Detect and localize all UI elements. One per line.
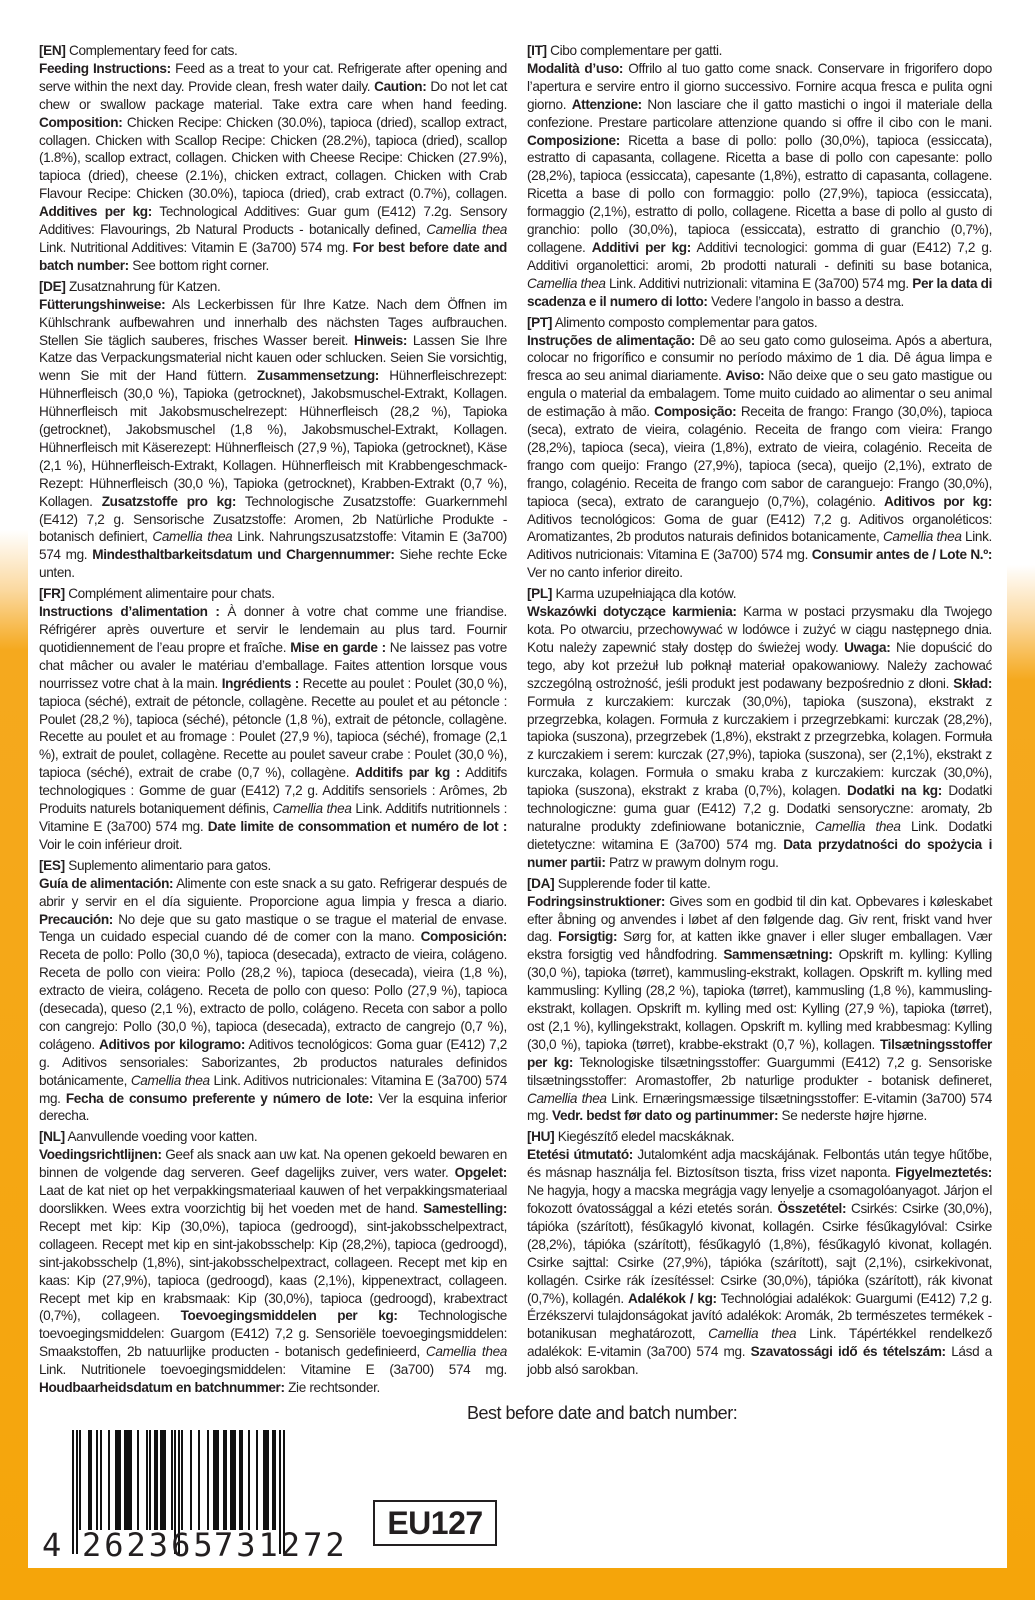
body-text: Ver no canto inferior direito.	[527, 565, 683, 581]
italic-term: Camellia thea	[425, 1344, 507, 1360]
bold-label: Mise en garde :	[290, 639, 386, 655]
best-before-label: Best before date and batch number:	[467, 1403, 738, 1423]
section-body	[39, 1146, 507, 1397]
bold-label: Composición:	[420, 929, 507, 945]
barcode	[42, 1430, 348, 1570]
body-text: Non lasciare che il gatto mastichi o ingoi il materiale della confezione. Prestare particolare attenzione quando si offre il cibo con le mani.	[527, 96, 992, 130]
body-text: Lassen Sie Ihre Katze das Verpackungsmaterial nicht kauen oder schlucken. Seien Sie vorsichtig, wenn Sie mit der Hand füttern.	[39, 332, 507, 384]
section-heading	[39, 1128, 507, 1146]
section-heading	[39, 585, 507, 603]
body-text: Technologische Zusatzstoffe: Guarkernmehl (E412) 7,2 g. Sensorische Zusatzstoffe: Aromen, 2b Natürliche Produkte - botanisch definiert,	[39, 493, 507, 545]
bold-label: Figyelmeztetés:	[895, 1165, 992, 1181]
body-text: Não deixe que o seu gato mastigue ou engula o material da embalagem. Tome muito cuidado ao alimentar o seu animal de estimação à mão.	[527, 368, 993, 420]
bold-label: Fecha de consumo preferente y número de lote:	[65, 1090, 373, 1106]
body-text: No deje que su gato mastique o se trague el material de envase. Tenga un cuidado especial cuando dé de comer con la mano.	[39, 911, 507, 945]
bold-label: Composition:	[39, 114, 123, 130]
orange-border-right	[1007, 0, 1035, 1600]
language-code: [HU]	[527, 1129, 555, 1145]
section-heading	[527, 1128, 992, 1146]
body-text: Link. Dodatki dietetyczne: witamina E (3a700) 574 mg.	[527, 818, 992, 852]
bold-label: Aviso:	[725, 368, 765, 384]
section-body	[39, 60, 507, 275]
body-text: Link. Nutritionele toevoegingsmiddelen: Vitamine E (3a700) 574 mg.	[39, 1362, 507, 1378]
text-column-right	[527, 42, 992, 1382]
bold-label: Composizione:	[527, 132, 620, 148]
bold-label: Per la data di scadenza e il numero di lotto:	[527, 275, 993, 309]
body-text: Link. Additivi nutrizionali: vitamina E (3a700) 574 mg.	[605, 275, 913, 291]
language-section-it	[527, 42, 992, 311]
section-heading	[527, 585, 992, 603]
body-text: Vedere l’angolo in basso a destra.	[707, 293, 904, 309]
body-text: Se nederste højre hjørne.	[778, 1108, 927, 1124]
bold-label: Additivi per kg:	[591, 239, 691, 255]
section-title: Suplemento alimentario para gatos.	[64, 857, 271, 873]
bold-label: Fütterungshinweise:	[39, 296, 166, 312]
body-text: Technological Additives: Guar gum (E412) 7.2g. Sensory Additives: Flavourings, 2b Natural Products - botanically defined,	[39, 204, 507, 238]
body-text: Link. Aditivos nutricionais: Vitamina E (3a700) 574 mg.	[527, 529, 992, 563]
bold-label: Tilsætningsstoffer per kg:	[527, 1036, 992, 1070]
italic-term: Camellia thea	[527, 275, 606, 291]
bold-label: Precaución:	[39, 911, 113, 927]
bold-label: Instruções de alimentação:	[527, 332, 695, 348]
body-text: Additivi tecnologici: gomma di guar (E412) 7,2 g. Additivi organolettici: aromi, 2b prodotti naturali - definiti su base botanica,	[527, 239, 992, 273]
bold-label: Guía de alimentación:	[39, 875, 174, 891]
body-text: Aditivos tecnológicos: Goma de guar (E412) 7,2 g. Aditivos organoléticos: Aromatizantes, 2b produtos naturais definidos botanicamente,	[527, 511, 992, 545]
section-title: Aanvullende voeding voor katten.	[64, 1129, 258, 1145]
bold-label: Modalità d’uso:	[527, 60, 624, 76]
barcode-bar	[124, 1430, 132, 1530]
bold-label: Aditivos por kilogramo:	[99, 1036, 246, 1052]
bold-label: Összetétel:	[777, 1201, 847, 1216]
body-text: Zie rechtsonder.	[284, 1380, 380, 1396]
body-text: Gives som en godbid til din kat. Opbevares i køleskabet efter åbning og anvendes i løbet af den følgende dag. Giv rent, friskt vand hver dag.	[527, 893, 992, 945]
section-title: Complementary feed for cats.	[65, 43, 238, 58]
body-text: Ne laissez pas votre chat mâcher ou avaler le matériau d’emballage. Faites attention lorsque vous nourrissez votre chat à la main.	[39, 639, 507, 691]
bold-label: Caution:	[374, 78, 427, 94]
section-title: Kiegészítő eledel macskáknak.	[554, 1129, 735, 1145]
body-text: Dodatki technologiczne: guma guar (E412) 7,2 g. Dodatki sensoryczne: aromaty, 2b naturalne produkty zdefiniowane botanicznie,	[527, 783, 992, 834]
body-text: Teknologiske tilsætningsstoffer: Guargummi (E412) 7,2 g. Sensoriske tilsætningsstoffer: Aromastoffer, 2b naturlige produkter - botanisk defineret,	[527, 1054, 992, 1088]
body-text: Lásd a jobb alsó sarokban.	[527, 1344, 992, 1378]
body-text: Link. Additifs nutritionnels : Vitamine E (3a700) 574 mg.	[39, 801, 507, 834]
barcode-group-1: 262365	[82, 1526, 216, 1564]
bold-label: Szavatossági idő és tételszám:	[750, 1344, 946, 1360]
bold-label: Additives per kg:	[39, 204, 152, 220]
body-text: Siehe rechte Ecke unten.	[39, 547, 507, 581]
body-text: Ver la esquina inferior derecha.	[39, 1090, 507, 1124]
italic-term: Camellia thea	[272, 801, 352, 817]
body-text: Link. Ernæringsmæssige tilsætningsstoffer: E-vitamin (3a700) 574 mg.	[527, 1090, 992, 1124]
body-text: À donner à votre chat comme une friandise. Réfrigérer après ouverture et servir le lendemain au plus tard. Fournir quotidiennement de l’eau propre et fraîche.	[39, 604, 507, 655]
section-body	[39, 296, 507, 583]
bold-label: Composição:	[654, 404, 737, 420]
bold-label: Aditivos por kg:	[884, 493, 992, 509]
body-text: Offrilo al tuo gatto come snack. Conservare in frigorifero dopo l’apertura e servire entro il giorno successivo. Fornire acqua fresca e pulita ogni giorno.	[527, 60, 992, 112]
body-text: Recette au poulet : Poulet (30,0 %), tapioca (séché), extrait de pétoncle, collagène. Recette au poulet et au pétoncle : Poulet (28,2 %), tapioca (séché), pétoncle (1,8 %), extrait de pétoncle, collagène. Recette au poulet et au fromage : Poulet (27,9 %), tapioca (séché), fromage (2,1 %), extrait de poulet, collagène. Recette au poulet saveur crabe : Poulet (30,0 %), tapioca (séché), extrait de crabe (0,7 %), collagène.	[39, 675, 507, 781]
barcode-first-digit: 4	[42, 1526, 65, 1564]
bold-label: Additifs par kg :	[355, 765, 461, 781]
body-text: Alimente con este snack a su gato. Refrigerar después de abrir y servir en el día siguiente. Proporcione agua limpia y fresca a diario.	[39, 875, 508, 909]
language-code: [DA]	[527, 875, 555, 891]
section-heading	[527, 42, 992, 60]
section-title: Supplerende foder til katte.	[554, 875, 711, 891]
language-code: [NL]	[39, 1129, 65, 1145]
orange-border-left	[0, 0, 28, 1600]
body-text: Dê ao seu gato como guloseima. Após a abertura, colocar no frigorífico e consumir no período máximo de 1 dia. Dê água limpa e fresca ao seu animal diariamente.	[527, 332, 993, 384]
bold-label: Samestelling:	[423, 1201, 507, 1216]
bold-label: Attenzione:	[571, 96, 642, 112]
bold-label: Mindesthaltbarkeitsdatum und Chargennummer:	[92, 547, 395, 563]
body-text: Ricetta a base di pollo: pollo (30,0%), tapioca (essiccata), estratto di capasanta, collagene. Ricetta a base di pollo con capesante: pollo (28,2%), tapioca (essiccata), capesante (1,8%), estratto di capasanta, collagene. Ricetta a base di pollo con formaggio: pollo (27,9%), tapioca (essiccata), formaggio (2,1%), estratto di pollo, collagene. Ricetta a base di pollo al gusto di granchio: pollo (30,0%), tapioca (essiccata), estratto di granchio (0,7%), collagene.	[527, 132, 992, 255]
body-text: Receita de frango: Frango (30,0%), tapioca (seca), extrato de vieira, colagénio. Receita de frango com vieira: Frango (28,2%), tapioca (seca), vieira (1,8%), extrato de vieira, colagénio. Receita de frango com queijo: Frango (27,9%), tapioca (seca), queijo (2,1%), extrato de frango, colagénio. Receita de frango com sabor de caranguejo: Frango (30,0%), tapioca (seca), extrato de caranguejo (0,7%), colagénio.	[527, 404, 992, 509]
body-text: Ne hagyja, hogy a macska megrágja vagy lenyelje a csomagolóanyagot. Járjon el fokozott óvatossággal a kézi etetés során.	[527, 1183, 992, 1216]
bold-label: Uwaga:	[844, 639, 891, 655]
body-text: Csirkés: Csirke (30,0%), tápióka (szárított), fésűkagyló kivonat, kollagén. Csirke fésűkagylóval: Csirke (28,2%), tápióka (szárított), fésűkagyló (1,8%), fésűkagyló kivonat, kollagén. Csirke sajttal: Csirke (27,9%), tápióka (szárított), sajt (2,1%), csirkekivonat, kollagén. Csirke rák ízesítéssel: Csirke (30,0%), tápióka (szárított), rák kivonat (0,7%), kollagén.	[527, 1201, 992, 1306]
italic-term: Camellia thea	[152, 529, 233, 545]
bold-label: Fodringsinstruktioner:	[527, 893, 666, 909]
body-text: Opskrift m. kylling: Kylling (30,0 %), tapioka (tørret), kammusling-ekstrakt, kollagen. Opskrift m. kylling med kammusling: Kylling (28,2 %), tapioka (tørret), kammusling (1,8 %), kammusling-ekstrakt, kollagen. Opskrift m. kylling med ost: Kylling (27,9 %), tapioka (tørret), ost (2,1 %), kyllingekstrakt, kollagen. Opskrift m. kylling med krabbesmag: Kylling (30,0 %), tapioka (tørret), krabbe-ekstrakt (0,7 %), kollagen.	[527, 947, 992, 1052]
language-section-en	[39, 42, 507, 275]
section-body	[39, 603, 507, 854]
section-heading	[39, 42, 507, 60]
bold-label: Skład:	[953, 675, 992, 691]
section-heading	[527, 314, 992, 332]
body-text: Chicken Recipe: Chicken (30.0%), tapioca (dried), scallop extract, collagen. Chicken with Scallop Recipe: Chicken (28.2%), tapioca (dried), scallop (1.8%), scallop extract, collagen. Chicken with Cheese Recipe: Chicken (27.9%), tapioca (dried), cheese (2.1%), chicken extract, collagen. Chicken with Crab Flavour Recipe: Chicken (30.0%), tapioca (dried), crab extract (0.7%), collagen.	[39, 114, 507, 202]
bold-label: Data przydatności do spożycia i numer partii:	[527, 836, 992, 870]
section-title: Karma uzupełniająca dla kotów.	[552, 586, 737, 602]
italic-term: Camellia thea	[708, 1326, 797, 1342]
body-text: See bottom right corner.	[128, 257, 269, 273]
italic-term: Camellia thea	[130, 1072, 210, 1088]
section-body	[527, 1146, 992, 1379]
body-text: Als Leckerbissen für Ihre Katze. Nach dem Öffnen im Kühlschrank aufbewahren und innerhalb des nächsten Tages aufbrauchen. Stellen Sie täglich sauberes, frisches Wasser bereit.	[39, 296, 507, 348]
text-column-left	[39, 42, 507, 1400]
bold-label: Hinweis:	[353, 332, 408, 348]
section-title: Cibo complementare per gatti.	[546, 43, 723, 58]
section-title: Alimento composto complementar para gatos.	[552, 314, 818, 330]
language-code: [PL]	[527, 586, 553, 602]
section-body	[527, 332, 992, 583]
body-text: Formuła z kurczakiem: kurczak (30,0%), tapioka (suszona), ekstrakt z przegrzebka, kolagen. Formuła z kurczakiem i przegrzebkami: kurczak (28,2%), tapioka (suszona), przegrzebek (1,8%), ekstrakt z przegrzebka, kolagen. Formuła z kurczakiem i serem: kurczak (27,9%), tapioka (suszona), ser (2,1%), ekstrakt z kurczaka, kolagen. Formuła o smaku kraba z kurczakiem: kurczak (30,0%), tapioka (suszona), ekstrakt z kraba (0,7%), kolagen.	[527, 693, 992, 799]
body-text: Hühnerfleischrezept: Hühnerfleisch (30,0 %), Tapioka (getrocknet), Jakobsmuschel-Extrakt, Kollagen. Hühnerfleisch mit Jakobsmuschelrezept: Hühnerfleisch (28,2 %), Tapioka (getrocknet), Jakobsmuschel (1,8 %), Jakobsmuschel-Extrakt, Kollagen. Hühnerfleisch mit Käserezept: Hühnerfleisch (27,9 %), Tapioka (getrocknet), Käse (2,1 %), Hühnerfleisch-Extrakt, Kollagen. Hühnerfleisch mit Krabbengeschmack-Rezept: Hühnerfleisch (30,0 %), Tapioka (getrocknet), Krabben-Extrakt (0,7 %), Kollagen.	[39, 368, 507, 509]
section-title: Complément alimentaire pour chats.	[64, 586, 275, 602]
section-body	[527, 60, 992, 311]
bold-label: Toevoegingsmiddelen per kg:	[180, 1308, 398, 1324]
bold-label: Opgelet:	[454, 1165, 507, 1181]
bold-label: Sammensætning:	[723, 947, 833, 963]
language-code: [DE]	[39, 278, 66, 294]
italic-term: Camellia thea	[882, 529, 962, 545]
body-text: Technologische toevoegingsmiddelen: Guargom (E412) 7,2 g. Sensoriële toevoegingsmiddelen: Smaakstoffen, 2b natuurlijke producten - botanisch gedefinieerd,	[39, 1308, 507, 1360]
body-text: Technológiai adalékok: Guargumi (E412) 7,2 g. Érzékszervi tulajdonságokat javító adalékok: Aromák, 2b természetes termékek - botanikusan meghatározott,	[527, 1290, 993, 1342]
section-body	[527, 893, 992, 1126]
bold-label: Consumir antes de / Lote N.º:	[811, 547, 993, 563]
italic-term: Camellia thea	[426, 222, 507, 238]
body-text: Receta de pollo: Pollo (30,0 %), tapioca (desecada), extracto de vieira, colágeno. Receta de pollo con vieira: Pollo (28,2 %), tapioca (desecada), vieira (1,8 %), extracto de vieira, colágeno. Receta de pollo con queso: Pollo (27,9 %), tapioca (desecada), queso (2,1 %), extracto de pollo, colágeno. Receta con sabor a pollo con cangrejo: Pollo (30,0 %), tapioca (desecada), extracto de cangrejo (0,7 %), colágeno.	[39, 947, 507, 1052]
language-code: [IT]	[527, 43, 547, 58]
section-title: Zusatznahrung für Katzen.	[65, 278, 221, 294]
body-text: Link. Tápértékkel rendelkező adalékok: E-vitamin (3a700) 574 mg.	[527, 1326, 992, 1360]
body-text: Aditivos tecnológicos: Goma guar (E412) 7,2 g. Aditivos sensoriales: Saborizantes, 2b productos naturales definidos botánicamente,	[39, 1036, 507, 1088]
bold-label: Date limite de consommation et numéro de lot :	[207, 818, 507, 834]
body-text: Link. Nutritional Additives: Vitamin E (3a700) 574 mg.	[39, 239, 353, 255]
bold-label: Feeding Instructions:	[39, 60, 171, 76]
section-heading	[527, 875, 992, 893]
body-text: Patrz w prawym dolnym rogu.	[605, 854, 779, 870]
italic-term: Camellia thea	[815, 818, 901, 834]
barcode-digits	[42, 1526, 348, 1564]
bold-label: Zusammensetzung:	[256, 368, 379, 384]
body-text: Voir le coin inférieur droit.	[39, 836, 183, 852]
section-heading	[39, 857, 507, 875]
language-section-hu	[527, 1128, 992, 1379]
bold-label: Vedr. bedst før dato og partinummer:	[552, 1108, 779, 1124]
language-code: [EN]	[39, 43, 66, 58]
language-section-pt	[527, 314, 992, 583]
section-body	[527, 603, 992, 872]
body-text: Karma w postaci przysmaku dla Twojego kota. Po otwarciu, przechowywać w lodówce i zużyć w ciągu następnego dnia. Kotu należy zapewnić stały dostęp do świeżej wody.	[527, 604, 992, 655]
bold-label: Instructions d’alimentation :	[39, 604, 220, 620]
bold-label: Voedingsrichtlijnen:	[39, 1147, 162, 1163]
section-heading	[39, 278, 507, 296]
orange-border-bottom	[0, 1568, 1035, 1600]
body-text: Recept met kip: Kip (30,0%), tapioca (gedroogd), sint-jakobsschelpextract, collageen. Recept met kip en sint-jakobsschelp: Kip (28,2%), tapioca (gedroogd), sint-jakobsschelp (1,8%), sint-jakobsschelpextract, collageen. Recept met kip en kaas: Kip (27,9%), tapioca (gedroogd), kaas (2,1%), kippenextract, collageen. Recept met kip en krabsmaak: Kip (30,0%), tapioca (gedroogd), krabextract (0,7%), collageen.	[39, 1218, 507, 1324]
language-code: [FR]	[39, 586, 65, 602]
language-section-es	[39, 857, 507, 1126]
body-text: Jutalomként adja macskájának. Felbontás után tegye hűtőbe, és másnap használja fel. Biztosítson tiszta, friss vizet naponta.	[527, 1147, 992, 1181]
bold-label: Dodatki na kg:	[847, 783, 942, 799]
bold-label: Zusatzstoffe pro kg:	[101, 493, 237, 509]
body-text: Link. Nahrungszusatzstoffe: Vitamin E (3a700) 574 mg.	[39, 529, 507, 563]
body-text: Link. Aditivos nutricionales: Vitamina E (3a700) 574 mg.	[39, 1072, 507, 1106]
approval-code-box: EU127	[373, 1500, 497, 1546]
language-section-da	[527, 875, 992, 1126]
language-section-de	[39, 278, 507, 582]
bold-label: Adalékok / kg:	[627, 1290, 717, 1306]
bold-label: Ingrédients :	[221, 675, 299, 691]
body-text: Do not let cat chew or swallow package material. Take extra care when hand feeding.	[39, 78, 508, 112]
language-code: [PT]	[527, 314, 553, 330]
section-body	[39, 875, 507, 1126]
body-text: Feed as a treat to your cat. Refrigerate after opening and serve within the next day. Provide clean, fresh water daily.	[39, 60, 508, 94]
body-text: Geef als snack aan uw kat. Na openen gekoeld bewaren en binnen de volgende dag serveren. Geef dagelijks zuiver, vers water.	[39, 1147, 507, 1181]
barcode-group-2: 731272	[214, 1526, 348, 1564]
bold-label: Etetési útmutató:	[527, 1147, 633, 1163]
body-text: Laat de kat niet op het verpakkingsmateriaal kauwen of het verpakkingsmateriaal doorslikken. Wees extra voorzichtig bij het voeden met de hand.	[39, 1183, 507, 1216]
bold-label: Wskazówki dotyczące karmienia:	[527, 604, 737, 620]
body-text: Sørg for, at katten ikke gnaver i eller sluger emballagen. Vær ekstra forsigtig ved håndfodring.	[527, 929, 992, 963]
language-section-nl	[39, 1128, 507, 1397]
language-section-fr	[39, 585, 507, 854]
bold-label: Houdbaarheidsdatum en batchnummer:	[39, 1380, 285, 1396]
language-section-pl	[527, 585, 992, 872]
bold-label: Forsigtig:	[557, 929, 618, 945]
bold-label: For best before date and batch number:	[39, 239, 507, 273]
italic-term: Camellia thea	[527, 1090, 607, 1106]
body-text: Nie dopuścić do tego, aby kot przeżuł lub połknął materiał opakowaniowy. Należy zachować szczególną ostrożność, jeśli produkt jest podawany bezpośrednio z dłoni.	[527, 639, 992, 691]
body-text: Additifs technologiques : Gomme de guar (E412) 7,2 g. Additifs sensoriels : Arômes, 2b Produits naturels botaniquement définis,	[39, 765, 507, 817]
language-code: [ES]	[39, 857, 65, 873]
